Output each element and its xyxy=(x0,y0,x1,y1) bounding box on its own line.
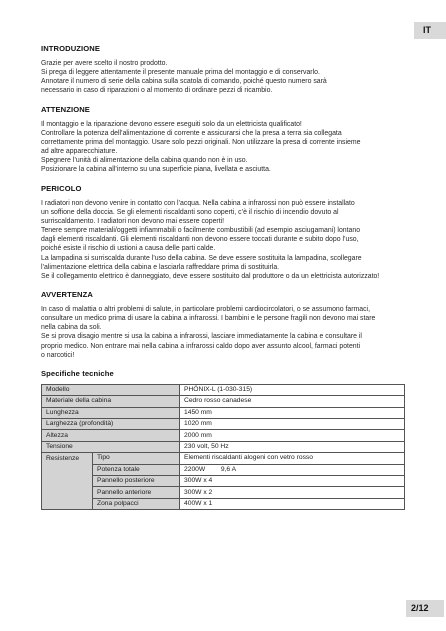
spec-sublabel: Pannello posteriore xyxy=(93,476,180,487)
section-title: PERICOLO xyxy=(41,183,82,193)
spec-value: PHÖNIX-L (1-030-315) xyxy=(180,384,405,395)
table-row xyxy=(42,487,405,498)
spec-sublabel: Zona polpacci xyxy=(93,498,180,509)
text-line: o narcotici! xyxy=(41,351,75,359)
text-line: l’alimentazione elettrica della cabina e lasciarla raffreddare prima di sostituirla. xyxy=(41,263,280,271)
text-line: necessario in caso di riparazioni o al momento di ordinare pezzi di ricambio. xyxy=(41,87,273,95)
text-line: Se si prova disagio mentre si usa la cabina a infrarossi, lasciare immediatamente la cabina e consultare il xyxy=(41,333,362,341)
section-attenzione xyxy=(41,105,419,175)
text-line: surriscaldamento. I radiatori non devono mai essere coperti! xyxy=(41,217,225,225)
spec-sublabel: Potenza totale xyxy=(93,464,180,475)
spec-value: 300W x 2 xyxy=(180,487,405,498)
spec-label: Materiale della cabina xyxy=(42,396,180,407)
section-introduzione xyxy=(41,44,419,96)
spec-value: Cedro rosso canadese xyxy=(180,396,405,407)
table-row xyxy=(42,498,405,509)
manual-content xyxy=(41,44,419,510)
specs-table xyxy=(41,384,405,510)
text-line: Grazie per avere scelto il nostro prodotto. xyxy=(41,60,168,67)
text-line: In caso di malattia o altri problemi di salute, in particolare problemi cardiocircolatori, o se assumono farmaci, xyxy=(41,305,370,313)
spec-label: Modello xyxy=(42,384,180,395)
text-line: Controllare la potenza dell’alimentazione di corrente e assicurarsi che la presa a terra sia collegata xyxy=(41,129,342,137)
text-line: poiché esiste il rischio di ustioni a causa delle parti calde. xyxy=(41,245,216,253)
table-row xyxy=(42,476,405,487)
language-tab: IT xyxy=(414,22,446,39)
total-power-watts: 2200W xyxy=(184,465,206,473)
spec-value: 1020 mm xyxy=(180,419,405,430)
total-power-amps: 9,6 A xyxy=(220,465,237,473)
text-line: La lampadina si surriscalda durante l’uso della cabina. Se deve essere sostituita la lampadina, scollegare xyxy=(41,254,362,262)
spec-value: 1450 mm xyxy=(180,407,405,418)
table-row xyxy=(42,441,405,452)
section-title: ATTENZIONE xyxy=(41,104,90,114)
spec-group-label: Resistenze xyxy=(42,453,93,510)
table-row xyxy=(42,464,405,475)
page-number: 2/12 xyxy=(406,600,444,617)
spec-label: Lunghezza xyxy=(42,407,180,418)
section-avvertenza xyxy=(41,290,419,360)
spec-value: 230 volt, 50 Hz xyxy=(180,441,405,452)
spec-label: Altezza xyxy=(42,430,180,441)
table-row xyxy=(42,419,405,430)
text-line: Spegnere l’unità di alimentazione della cabina quando non è in uso. xyxy=(41,157,248,165)
text-line: Posizionare la cabina all’interno su una superficie piana, livellata e asciutta. xyxy=(41,166,271,174)
spec-value: Elementi riscaldanti alogeni con vetro rosso xyxy=(180,453,405,464)
spec-sublabel: Tipo xyxy=(93,453,180,464)
text-line: Si prega di leggere attentamente il presente manuale prima del montaggio e di conservarlo. xyxy=(41,69,320,77)
spec-value: 300W x 4 xyxy=(180,476,405,487)
specs-title: Specifiche tecniche xyxy=(41,368,114,378)
table-row xyxy=(42,384,405,395)
text-line: proprio medico. Non entrare mai nella cabina a infrarossi caldo dopo aver assunto alcool, farmaci potenti xyxy=(41,342,361,350)
spec-label: Larghezza (profondità) xyxy=(42,419,180,430)
text-line: ad altre apparecchiature. xyxy=(41,148,118,156)
text-line: Tenere sempre materiali/oggetti infiammabili o facilmente combustibili (ad esempio asciugamani) lontano xyxy=(41,227,361,235)
text-line: dagli elementi riscaldanti. Gli elementi riscaldanti non devono essere toccati durante e subito dopo l’uso, xyxy=(41,236,359,244)
spec-value: 400W x 1 xyxy=(180,498,405,509)
text-line: Se il collegamento elettrico è danneggiato, deve essere sostituito dal produttore o da un elettricista autorizzato! xyxy=(41,272,380,280)
text-line: I radiatori non devono venire in contatto con l’acqua. Nella cabina a infrarossi non può essere installato xyxy=(41,199,355,207)
spec-sublabel: Pannello anteriore xyxy=(93,487,180,498)
section-pericolo xyxy=(41,184,419,281)
spec-label: Tensione xyxy=(42,441,180,452)
text-line: Il montaggio e la riparazione devono essere eseguiti solo da un elettricista qualificato! xyxy=(41,120,302,128)
table-row xyxy=(42,430,405,441)
table-row xyxy=(42,396,405,407)
section-title: AVVERTENZA xyxy=(41,289,93,299)
spec-value xyxy=(180,464,405,475)
table-row xyxy=(42,407,405,418)
text-line: consultare un medico prima di usare la cabina a infrarossi. I bambini e le persone fragili non devono mai stare xyxy=(41,315,376,323)
text-line: correttamente prima del montaggio. Usare solo pezzi originali. Non utilizzare la presa di corrente insieme xyxy=(41,138,361,146)
text-line: nella cabina da soli. xyxy=(41,324,102,332)
spec-value: 2000 mm xyxy=(180,430,405,441)
text-line: Annotare il numero di serie della cabina sulla scatola di comando, poiché questo numero sarà xyxy=(41,78,327,86)
text-line: un soffione della doccia. Se gli elementi riscaldanti sono coperti, c’è il rischio di incendio dovuto al xyxy=(41,208,339,216)
section-title: INTRODUZIONE xyxy=(41,44,100,53)
table-row xyxy=(42,453,405,464)
